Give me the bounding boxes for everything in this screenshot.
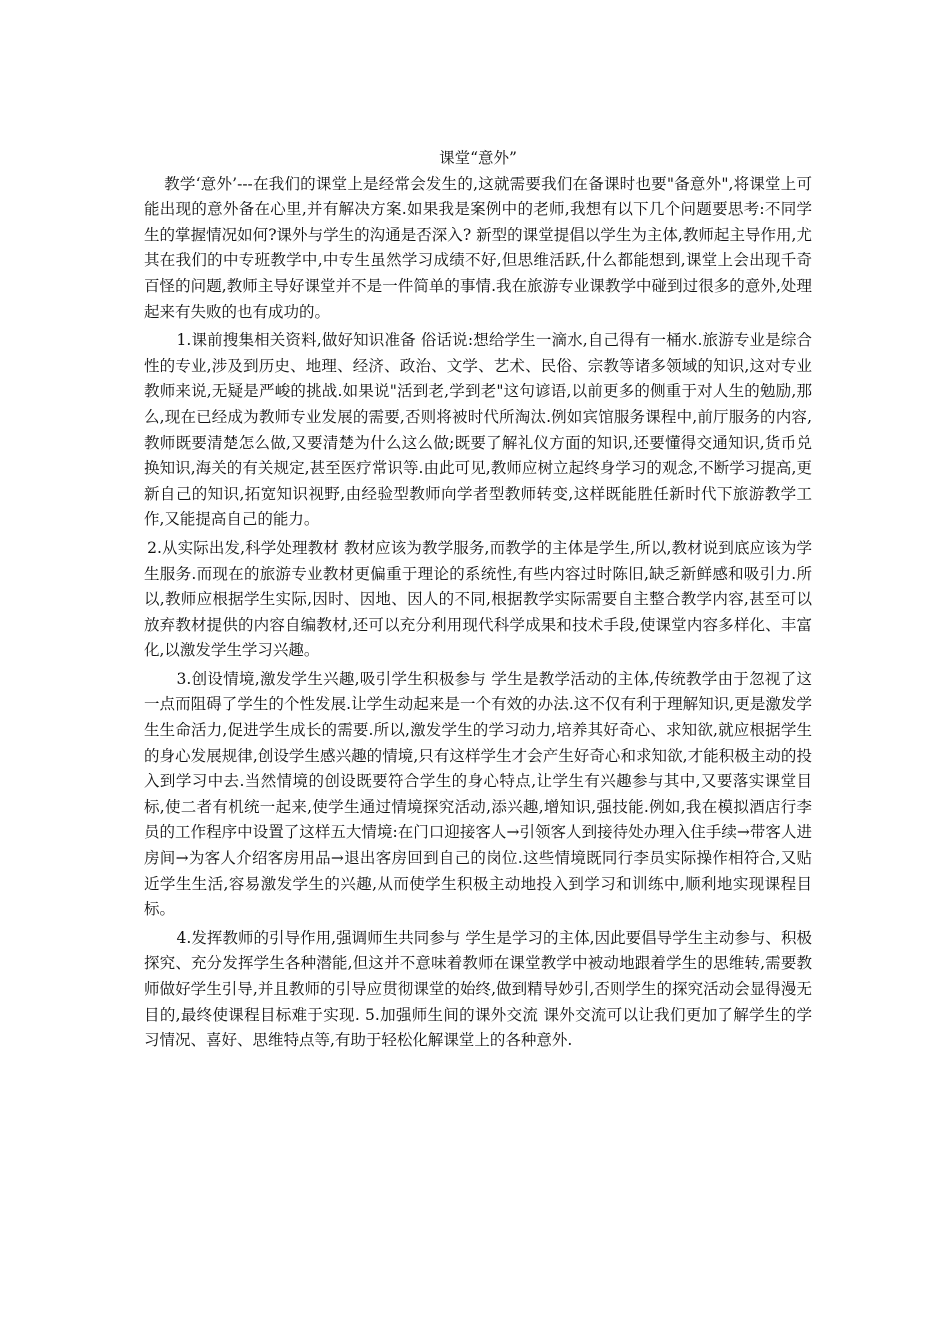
- paragraph-2: 2.从实际出发,科学处理教材 教材应该为教学服务,而教学的主体是学生,所以,教材说到底应该为学生服务.而现在的旅游专业教材更偏重于理论的系统性,有些内容过时陈旧,缺乏新鲜感和吸引力.所以,教师应根据学生实际,因时、因地、因人的不同,根据教学实际需要自主整合教学内容,甚至可以放弃教材提供的内容自编教材,还可以充分利用现代科学成果和技术手段,使课堂内容多样化、丰富化,以激发学生学习兴趣。: [144, 538, 812, 660]
- paragraph-1: 1.课前搜集相关资料,做好知识准备 俗话说:想给学生一滴水,自己得有一桶水.旅游专业是综合性的专业,涉及到历史、地理、经济、政治、文学、艺术、民俗、宗教等诸多领域的知识,这对专业教师来说,无疑是严峻的挑战.如果说"活到老,学到老"这句谚语,以前更多的侧重于对人生的勉励,那么,现在已经成为教师专业发展的需要,否则将被时代所淘汰.例如宾馆服务课程中,前厅服务的内容,教师既要清楚怎么做,又要清楚为什么这么做;既要了解礼仪方面的知识,还要懂得交通知识,货币兑换知识,海关的有关规定,甚至医疗常识等.由此可见,教师应树立起终身学习的观念,不断学习提高,更新自己的知识,拓宽知识视野,由经验型教师向学者型教师转变,这样既能胜任新时代下旅游教学工作,又能提高自己的能力。: [144, 331, 812, 529]
- paragraph-intro: 教学‘意外’---在我们的课堂上是经常会发生的,这就需要我们在备课时也要"备意外",将课堂上可能出现的意外备在心里,并有解决方案.如果我是案例中的老师,我想有以下几个问题要思考:不同学生的掌握情况如何?课外与学生的沟通是否深入? 新型的课堂提倡以学生为主体,教师起主导作用,尤其在我们的中专班教学中,中专生虽然学习成绩不好,但思维活跃,什么都能想到,课堂上会出现千奇百怪的问题,教师主导好课堂并不是一件简单的事情.我在旅游专业课教学中碰到过很多的意外,处理起来有失败的也有成功的。: [144, 174, 812, 321]
- document-body: [144, 146, 812, 1054]
- document-title: 课堂“意外”: [439, 149, 517, 167]
- paragraph-3: 3.创设情境,激发学生兴趣,吸引学生积极参与 学生是教学活动的主体,传统教学由于忽视了这一点而阻碍了学生的个性发展.让学生动起来是一个有效的办法.这不仅有利于理解知识,更是激发学生生命活力,促进学生成长的需要.所以,激发学生的学习动力,培养其好奇心、求知欲,就应根据学生的身心发展规律,创设学生感兴趣的情境,只有这样学生才会产生好奇心和求知欲,才能积极主动的投入到学习中去.当然情境的创设既要符合学生的身心特点,让学生有兴趣参与其中,又要落实课堂目标,使二者有机统一起来,使学生通过情境探究活动,添兴趣,增知识,强技能.例如,我在模拟酒店行李员的工作程序中设置了这样五大情境:在门口迎接客人→引领客人到接待处办理入住手续→带客人进房间→为客人介绍客房用品→退出客房回到自己的岗位.这些情境既同行李员实际操作相符合,又贴近学生生活,容易激发学生的兴趣,从而使学生积极主动地投入到学习和训练中,顺利地实现课程目标。: [144, 669, 812, 919]
- paragraph-4: 4.发挥教师的引导作用,强调师生共同参与 学生是学习的主体,因此要倡导学生主动参与、积极探究、充分发挥学生各种潜能,但这并不意味着教师在课堂教学中被动地跟着学生的思维转,需要教师做好学生引导,并且教师的引导应贯彻课堂的始终,做到精导妙引,否则学生的探究活动会显得漫无目的,最终使课程目标难于实现. 5.加强师生间的课外交流 课外交流可以让我们更加了解学生的学习情况、喜好、思维特点等,有助于轻松化解课堂上的各种意外.: [144, 928, 812, 1050]
